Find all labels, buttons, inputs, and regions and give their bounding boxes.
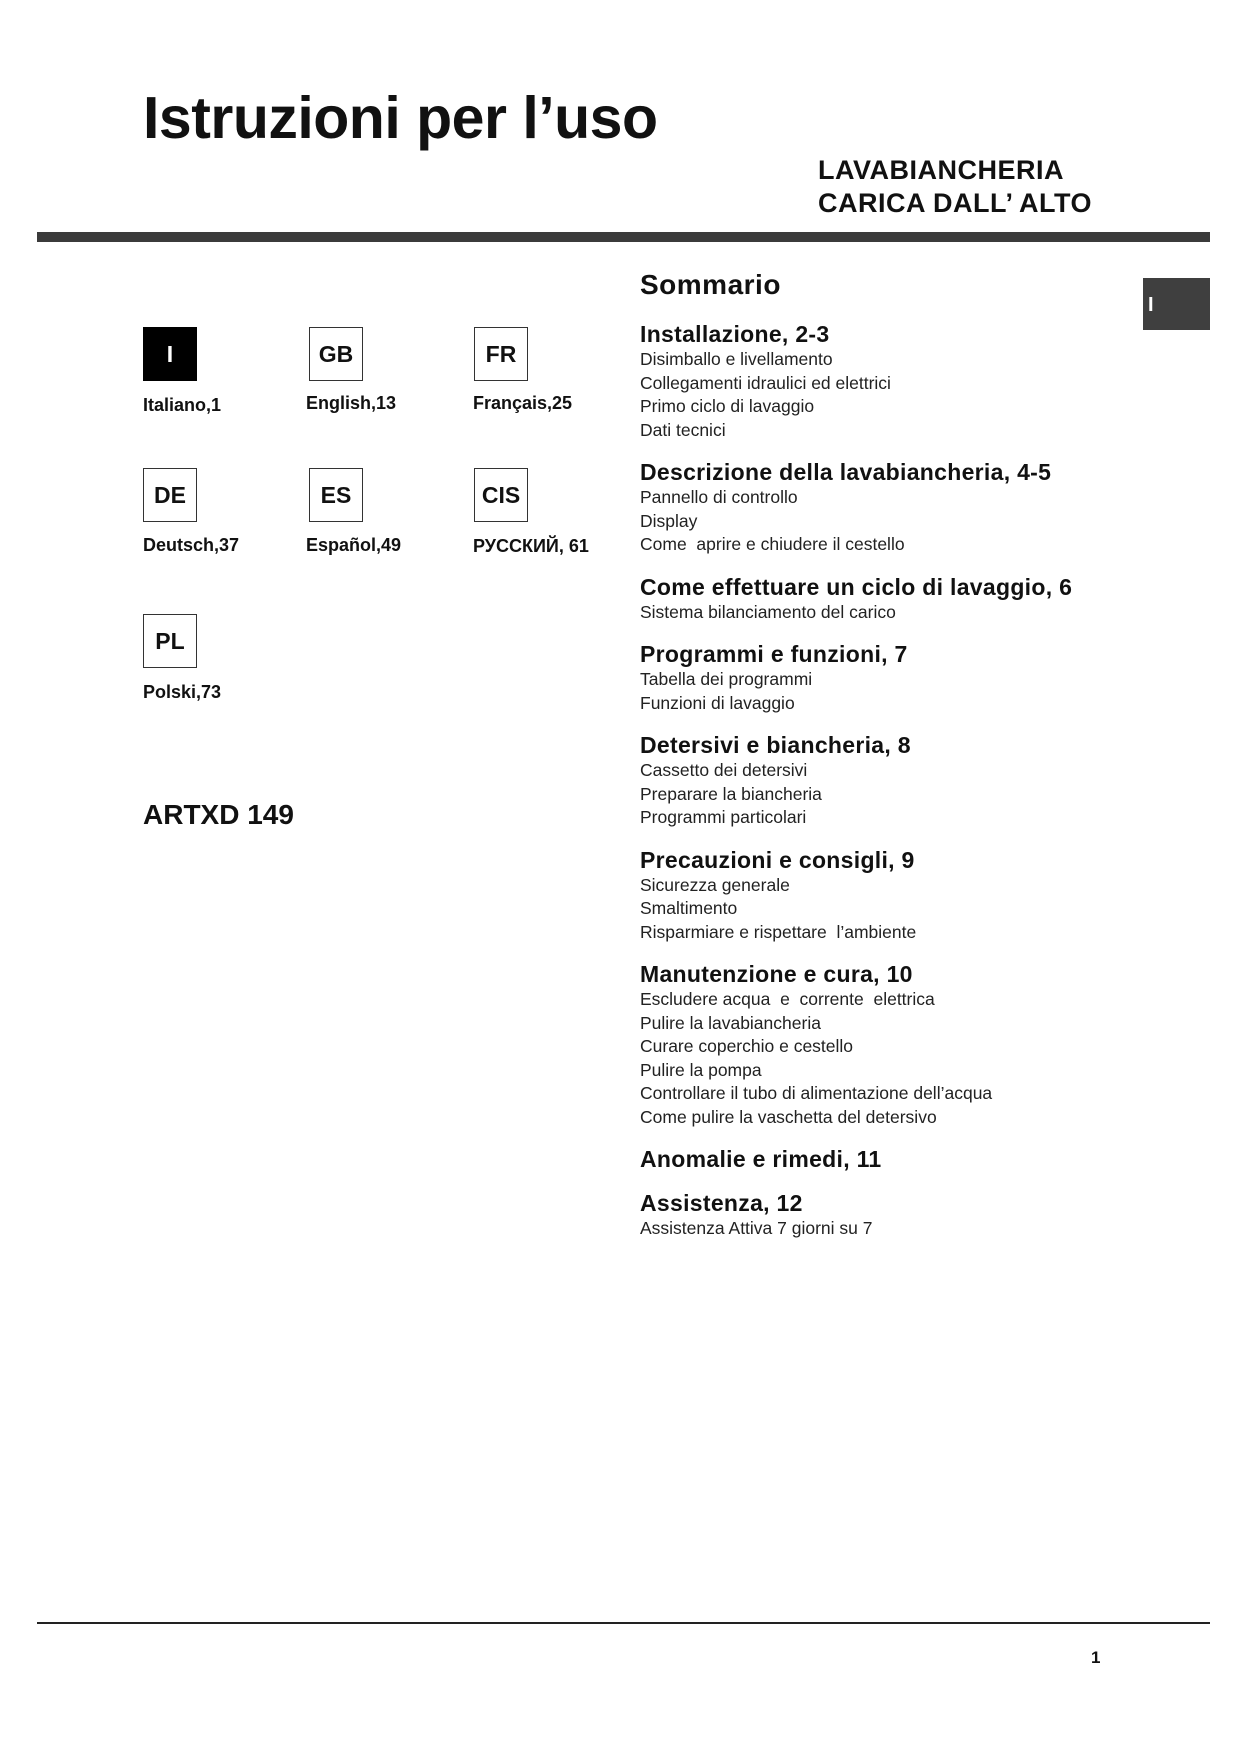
toc-section-anomalie	[640, 1145, 1140, 1173]
toc-item[interactable]: Controllare il tubo di alimentazione dell’acqua	[640, 1083, 993, 1103]
lang-code: GB	[318, 340, 354, 367]
side-tab-label: I	[1148, 294, 1154, 316]
toc-item[interactable]: Primo ciclo di lavaggio	[640, 396, 815, 416]
lang-box-deutsch[interactable]	[143, 468, 197, 522]
toc-section-detersivi	[640, 731, 1140, 830]
toc-section-title[interactable]: Anomalie e rimedi, 11	[640, 1146, 882, 1172]
toc-item[interactable]: Sicurezza generale	[640, 874, 790, 895]
toc-section-title[interactable]: Detersivi e biancheria, 8	[640, 732, 911, 758]
lang-box-espanol[interactable]	[309, 468, 363, 522]
lang-box-english[interactable]	[309, 327, 363, 381]
toc-section-descrizione	[640, 458, 1140, 557]
toc-item[interactable]: Smaltimento	[640, 898, 738, 918]
toc-item[interactable]: Pulire la pompa	[640, 1059, 762, 1080]
toc-section-title[interactable]: Descrizione della lavabiancheria, 4-5	[640, 459, 1052, 485]
toc-item[interactable]: Assistenza Attiva 7 giorni su 7	[640, 1218, 873, 1238]
lang-box-italiano[interactable]	[143, 327, 197, 381]
toc-item[interactable]: Dati tecnici	[640, 419, 726, 440]
toc-item[interactable]: Programmi particolari	[640, 807, 807, 827]
lang-label-deutsch[interactable]: Deutsch,37	[143, 535, 240, 555]
table-of-contents	[640, 268, 1140, 1257]
toc-section-title[interactable]: Come effettuare un ciclo di lavaggio, 6	[640, 573, 1073, 600]
toc-item[interactable]: Escludere acqua e corrente elettrica	[640, 989, 935, 1009]
header-divider	[37, 232, 1210, 242]
lang-label-english[interactable]: English,13	[306, 393, 397, 413]
toc-item[interactable]: Preparare la biancheria	[640, 783, 822, 804]
toc-section-title[interactable]: Installazione, 2-3	[640, 321, 830, 347]
toc-section-title[interactable]: Precauzioni e consigli, 9	[640, 846, 915, 873]
toc-section-title[interactable]: Manutenzione e cura, 10	[640, 961, 913, 987]
lang-code: FR	[485, 340, 517, 367]
lang-code: CIS	[481, 481, 521, 508]
toc-section-manutenzione	[640, 960, 1140, 1129]
toc-item[interactable]: Pannello di controllo	[640, 487, 798, 507]
lang-code: ES	[320, 481, 352, 508]
toc-section-ciclo-lavaggio	[640, 573, 1140, 625]
lang-label-italiano[interactable]: Italiano,1	[143, 395, 222, 415]
product-type	[818, 154, 1092, 220]
toc-item[interactable]: Come pulire la vaschetta del detersivo	[640, 1106, 937, 1127]
lang-box-polski[interactable]	[143, 614, 197, 668]
toc-section-assistenza	[640, 1189, 1140, 1241]
toc-item[interactable]: Funzioni di lavaggio	[640, 692, 795, 713]
lang-box-francais[interactable]	[474, 327, 528, 381]
lang-label-russian[interactable]: РУССКИЙ, 61	[473, 536, 589, 556]
toc-section-title[interactable]: Programmi e funzioni, 7	[640, 641, 908, 667]
toc-item[interactable]: Disimballo e livellamento	[640, 349, 833, 369]
toc-section-programmi	[640, 640, 1140, 715]
toc-item[interactable]: Pulire la lavabiancheria	[640, 1012, 821, 1033]
toc-section-precauzioni	[640, 846, 1140, 945]
product-type-line-2: CARICA DALL’ ALTO	[818, 188, 1092, 218]
toc-heading: Sommario	[640, 269, 781, 300]
toc-item[interactable]: Curare coperchio e cestello	[640, 1036, 854, 1056]
toc-item[interactable]: Sistema bilanciamento del carico	[640, 601, 896, 622]
toc-item[interactable]: Tabella dei programmi	[640, 669, 813, 689]
product-type-line-1: LAVABIANCHERIA	[818, 155, 1064, 185]
model-name: ARTXD 149	[143, 799, 294, 830]
toc-section-installazione	[640, 320, 1140, 442]
lang-label-polski[interactable]: Polski,73	[143, 682, 222, 702]
lang-label-francais[interactable]: Français,25	[473, 393, 573, 413]
lang-box-russian[interactable]	[474, 468, 528, 522]
footer-divider	[37, 1622, 1210, 1624]
toc-item[interactable]: Collegamenti idraulici ed elettrici	[640, 372, 891, 393]
page-title: Istruzioni per l’uso	[143, 85, 658, 151]
toc-item[interactable]: Risparmiare e rispettare l’ambiente	[640, 921, 917, 942]
toc-item[interactable]: Come aprire e chiudere il cestello	[640, 534, 905, 554]
lang-code: PL	[155, 627, 185, 654]
page-number: 1	[1091, 1648, 1101, 1667]
toc-item[interactable]: Display	[640, 510, 698, 531]
toc-item[interactable]: Cassetto dei detersivi	[640, 760, 808, 780]
lang-code: I	[166, 340, 174, 367]
lang-label-espanol[interactable]: Español,49	[306, 535, 402, 555]
language-side-tab	[1143, 278, 1210, 330]
lang-code: DE	[154, 481, 186, 508]
toc-section-title[interactable]: Assistenza, 12	[640, 1190, 803, 1216]
